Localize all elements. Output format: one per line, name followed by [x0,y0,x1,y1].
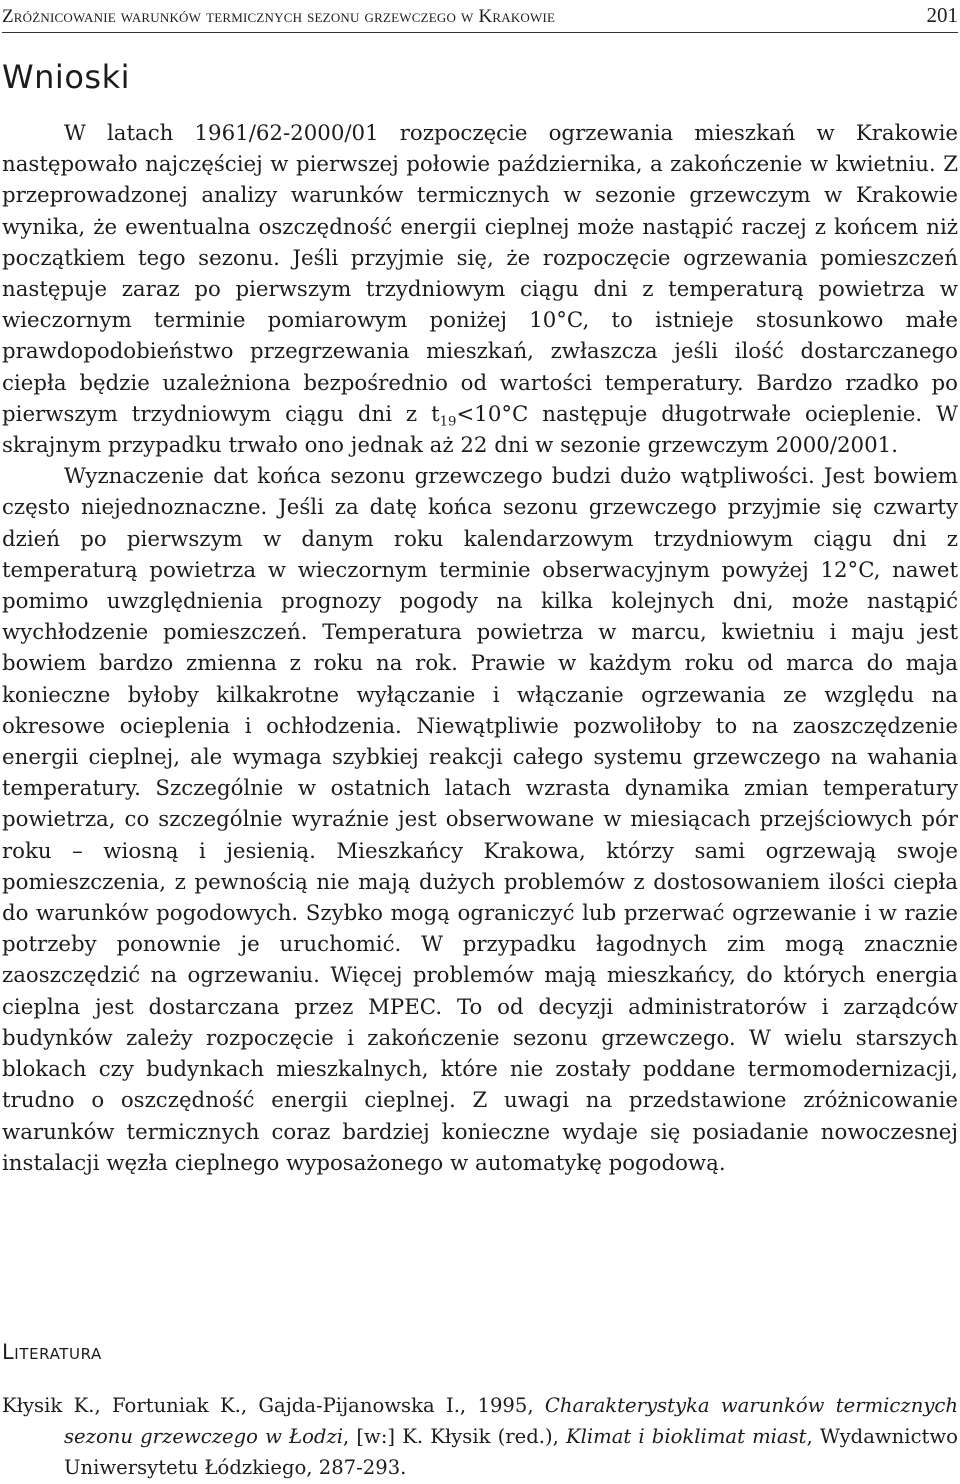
reference-publisher: , Wydawnictwo Uniwersytetu Łódzkiego, 287-293. [64,1425,958,1479]
references-title: Literatura [2,1340,102,1364]
reference-book: Klimat i bioklimat miast [565,1425,807,1448]
reference-authors: Kłysik K., Fortuniak K., Gajda-Pijanowska I., 1995, [2,1394,545,1417]
paragraph-conclusions-2: Wyznaczenie dat końca sezonu grzewczego budzi dużo wątpliwości. Jest bowiem często niejednoznaczne. Jeśli za datę końca sezonu grzewczego przyjmie się czwarty dzień po pierwszym w danym roku kalendarzowym trzydniowym ciągu dni z temperaturą powietrza w wieczornym terminie obserwacyjnym powyżej 12°C, nawet pomimo uwzględnienia prognozy pogody na kilka kolejnych dni, może nastąpić wychłodzenie pomieszczeń. Temperatura powietrza w marcu, kwietniu i maju jest bowiem bardzo zmienna z roku na rok. Prawie w każdym roku od marca do maja konieczne byłoby kilkakrotne wyłączanie i włączanie ogrzewania ze względu na okresowe ocieplenia i ochłodzenia. Niewątpliwie pozwoliłoby to na zaoszczędzenie energii cieplnej, ale wymaga szybkiej reakcji całego systemu grzewczego na wahania temperatury. Szczególnie w ostatnich latach wzrasta dynamika zmian temperatury powietrza, co szczególnie wyraźnie jest obserwowane w miesiącach przejściowych pór roku – wiosną i jesienią. Mieszkańcy Krakowa, którzy sami ogrzewają swoje pomieszczenia, z pewnością nie mają dużych problemów z dostosowaniem ilości ciepła do warunków pogodowych. Szybko mogą ograniczyć lub przerwać ogrzewanie i w razie potrzeby ponownie je uruchomić. W przypadku łagodnych zim mogą znacznie zaoszczędzić na ogrzewaniu. Więcej problemów mają mieszkańcy, do których energia cieplna jest dostarczana przez MPEC. To od decyzji administratorów i zarządców budynków zależy rozpoczęcie i zakończenie sezonu grzewczego. W wielu starszych blokach czy budynkach mieszkalnych, które nie zostały poddane termomodernizacji, trudno o oszczędność energii cieplnej. Z uwagi na przedstawione zróżnicowanie warunków termicznych coraz bardziej konieczne wydaje się posiadanie nowoczesnej instalacji węzła cieplnego wyposażonego w automatykę pogodową. [2,464,958,1176]
temperature-subscript: 19 [439,414,457,430]
reference-item [2,1390,958,1483]
paragraph-1-text: W latach 1961/62-2000/01 rozpoczęcie ogrzewania mieszkań w Krakowie następowało najczęściej w pierwszej połowie października, a zakończenie w kwietniu. Z przeprowadzonej analizy warunków termicznych w sezonie grzewczym w Krakowie wynika, że ewentualna oszczędność energii cieplnej może nastąpić raczej z końcem niż początkiem tego sezonu. Jeśli przyjmie się, że rozpoczęcie ogrzewania pomieszczeń następuje zaraz po pierwszym trzydniowym ciągu dni z temperaturą powietrza w wieczornym terminie pomiarowym poniżej 10°C, to istnieje stosunkowo małe prawdopodobieństwo przegrzewania mieszkań, zwłaszcza jeśli ilość dostarczanego ciepła będzie uzależniona bezpośrednio od wartości temperatury. Bardzo rzadko po pierwszym trzydniowym ciągu dni z t [2,121,958,427]
reference-editor: , [w:] K. Kłysik (red.), [343,1425,566,1448]
paragraph-1-text-continued: <10°C następuje długotrwałe ocieplenie. W skrajnym przypadku trwało ono jednak aż 22 dni w sezonie grzewczym 2000/2001. [2,401,958,459]
paragraph-conclusions-1 [2,118,958,461]
page-number: 201 [926,3,958,27]
reference-title: Charakterystyka warunków termicznych sezonu grzewczego w Łodzi [64,1394,958,1448]
running-title: Zróżnicowanie warunków termicznych sezonu grzewczego w Krakowie [2,6,556,27]
section-title: Wnioski [2,58,130,96]
running-header [2,0,958,33]
references-list [2,1390,958,1483]
body-text [2,118,958,1179]
